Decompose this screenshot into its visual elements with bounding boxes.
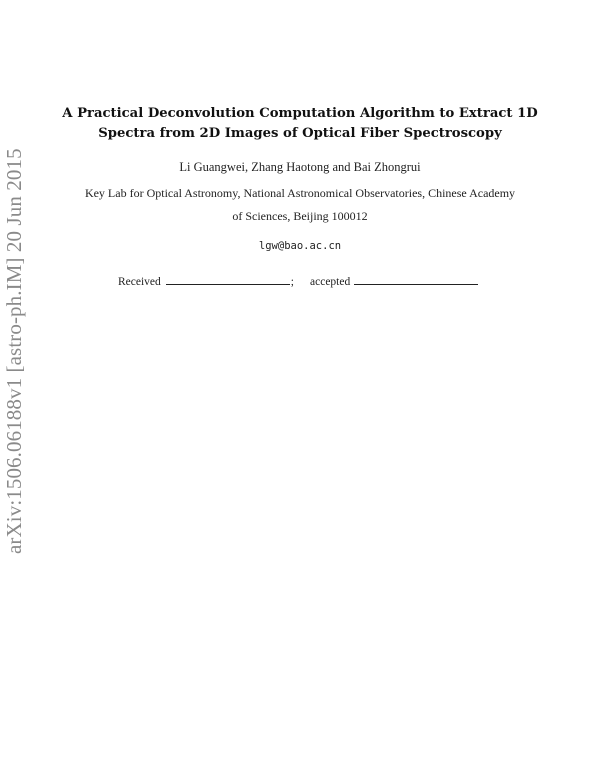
accepted-date-blank: [354, 283, 478, 285]
paper-title: [60, 104, 540, 144]
affiliation: [60, 182, 540, 228]
separator: ;: [290, 276, 294, 288]
received-accepted-line: [118, 276, 478, 288]
title-line-1: A Practical Deconvolution Computation Algorithm to Extract 1D: [62, 106, 538, 121]
author-email: lgw@bao.ac.cn: [258, 240, 342, 252]
arxiv-identifier-stamp: arXiv:1506.06188v1 [astro-ph.IM] 20 Jun 2015: [2, 148, 26, 554]
accepted-label: accepted: [310, 276, 351, 288]
title-line-2: Spectra from 2D Images of Optical Fiber Spectroscopy: [98, 126, 502, 141]
received-label: Received: [118, 276, 161, 288]
affiliation-line-2: of Sciences, Beijing 100012: [232, 209, 368, 223]
author-list: Li Guangwei, Zhang Haotong and Bai Zhongrui: [179, 160, 421, 174]
received-date-blank: [166, 283, 290, 285]
affiliation-line-1: Key Lab for Optical Astronomy, National Astronomical Observatories, Chinese Academy: [84, 186, 516, 200]
